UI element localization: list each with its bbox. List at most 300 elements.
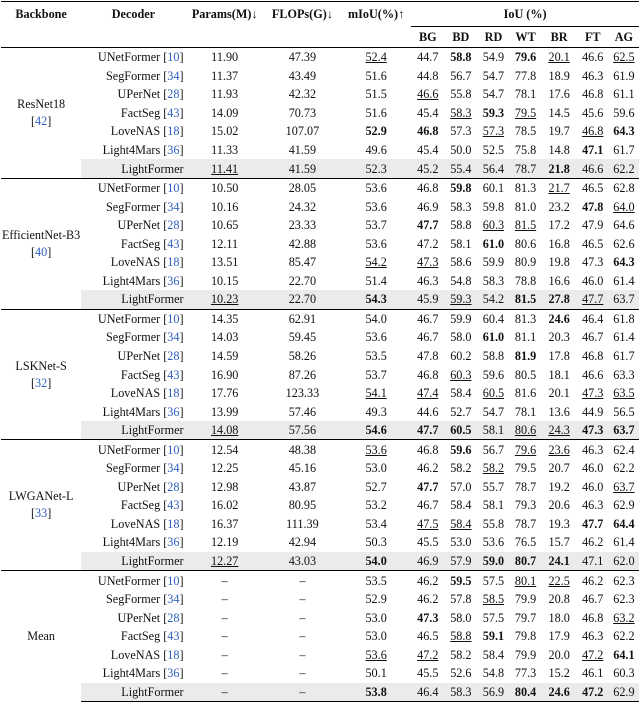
citation-link[interactable]: 34	[167, 68, 180, 83]
miou-cell: 49.3	[365, 404, 387, 419]
decoder-name: UNetFormer	[97, 442, 161, 457]
params-cell: 11.93	[211, 87, 239, 102]
iou-bd-cell: 57.9	[444, 552, 477, 571]
iou-br-cell: 19.3	[548, 516, 570, 531]
iou-ag-cell: 61.4	[613, 273, 635, 288]
iou-rd-cell: 54.7	[482, 68, 505, 83]
decoder-cell: FactSeg [43]	[120, 629, 184, 644]
iou-ag-cell: 62.3	[613, 592, 635, 607]
iou-bg-cell: 46.9	[411, 552, 444, 571]
backbone-citation[interactable]: [32]	[30, 375, 52, 390]
results-table	[1, 1, 639, 702]
iou-rd-cell: 59.0	[477, 552, 509, 571]
iou-bd-cell: 58.4	[450, 516, 472, 531]
decoder-cell: LoveNAS [18]	[110, 647, 184, 662]
backbone-citation[interactable]: [42]	[30, 113, 52, 128]
iou-ag-cell: 56.5	[613, 404, 635, 419]
header-class-bg: BG	[418, 30, 437, 44]
params-cell: 10.15	[210, 273, 239, 288]
backbone-citation[interactable]: [33]	[30, 506, 52, 521]
miou-cell: 54.2	[365, 255, 387, 270]
table-row	[1, 515, 639, 534]
params-cell: 15.02	[210, 124, 239, 139]
iou-bd-cell: 59.3	[444, 290, 477, 309]
params-cell: 14.59	[210, 349, 239, 364]
iou-rd-cell: 53.6	[482, 535, 505, 550]
citation-link[interactable]: 43	[167, 498, 180, 513]
iou-ft-cell: 46.3	[577, 440, 609, 459]
flops-cell: 58.26	[288, 349, 317, 364]
flops-cell: 42.94	[288, 535, 317, 550]
flops-cell: 43.49	[288, 68, 317, 83]
params-cell: 12.25	[210, 461, 239, 476]
iou-br-cell: 14.8	[548, 143, 570, 157]
iou-ag-cell: 62.5	[613, 50, 635, 65]
miou-cell: 52.9	[365, 124, 387, 139]
decoder-name: UNetFormer	[97, 50, 161, 65]
iou-ag-cell: 61.7	[613, 349, 635, 364]
iou-rd-cell: 57.5	[477, 571, 509, 590]
header-class-wt: WT	[515, 30, 536, 44]
decoder-name: UPerNet	[117, 349, 161, 364]
iou-br-cell: 20.6	[548, 498, 570, 513]
iou-ft-cell: 47.7	[582, 516, 604, 531]
citation-link[interactable]: 34	[167, 592, 180, 607]
iou-ag-cell: 64.3	[613, 124, 635, 139]
iou-ft-cell: 46.3	[582, 629, 604, 644]
iou-ag-cell: 63.5	[613, 386, 635, 401]
miou-cell: 53.6	[341, 440, 411, 459]
iou-wt-cell: 77.3	[514, 666, 537, 681]
iou-bg-cell: 47.7	[417, 479, 439, 494]
iou-br-cell: 24.6	[542, 309, 577, 328]
table-row	[1, 627, 639, 646]
iou-rd-cell: 61.0	[482, 330, 505, 345]
decoder-name: LoveNAS	[110, 124, 161, 139]
header-decoder: Decoder	[111, 7, 156, 22]
flops-cell: 23.33	[288, 218, 317, 233]
decoder-name: UNetFormer	[97, 311, 161, 326]
citation-link[interactable]: 28	[167, 349, 180, 364]
citation-link[interactable]: 18	[167, 647, 180, 662]
iou-rd-cell: 58.8	[482, 349, 505, 364]
iou-rd-cell: 57.3	[482, 124, 505, 139]
iou-rd-cell: 55.8	[482, 516, 505, 531]
iou-bd-cell: 58.2	[450, 647, 472, 662]
decoder-cell: FactSeg [43]	[120, 498, 184, 513]
miou-cell: 50.1	[365, 666, 387, 681]
decoder-cell: Light4Mars [36]	[102, 535, 184, 550]
citation-link[interactable]: 43	[167, 105, 180, 120]
iou-ag-cell: 62.4	[609, 440, 639, 459]
iou-ag-cell: 62.0	[609, 552, 639, 571]
params-cell: 12.98	[210, 479, 239, 494]
iou-rd-cell: 52.5	[482, 143, 505, 157]
miou-cell: 53.0	[365, 461, 387, 476]
flops-cell: 24.32	[288, 199, 317, 214]
table-row	[1, 646, 639, 665]
iou-bg-cell: 46.2	[417, 461, 439, 476]
citation-link[interactable]: 34	[167, 199, 180, 214]
iou-bd-cell: 58.2	[450, 461, 472, 476]
iou-ft-cell: 47.3	[582, 255, 604, 270]
citation-link[interactable]: 43	[167, 367, 180, 382]
iou-bg-cell: 46.3	[417, 273, 439, 288]
iou-wt-cell: 81.5	[510, 290, 542, 309]
iou-rd-cell: 56.7	[477, 440, 509, 459]
iou-ft-cell: 46.5	[577, 178, 609, 197]
iou-bd-cell: 55.4	[444, 159, 477, 178]
citation-link[interactable]: 42	[35, 113, 48, 128]
table-row	[1, 178, 639, 197]
flops-cell: –	[299, 629, 306, 644]
iou-br-cell: 21.8	[542, 159, 577, 178]
backbone-cell	[1, 178, 81, 309]
iou-br-cell: 14.5	[548, 105, 570, 120]
iou-rd-cell: 59.9	[482, 255, 505, 270]
iou-rd-cell: 56.4	[477, 159, 509, 178]
iou-br-cell: 19.2	[548, 479, 570, 494]
flops-cell: 41.59	[264, 159, 341, 178]
table-body	[1, 48, 639, 702]
params-cell: 17.76	[210, 386, 239, 401]
decoder-cell: LoveNAS [18]	[110, 386, 184, 401]
backbone-name: EfficientNet-B3	[1, 227, 81, 242]
miou-cell: 51.4	[365, 273, 387, 288]
miou-cell: 54.1	[365, 386, 387, 401]
iou-br-cell: 23.6	[542, 440, 577, 459]
iou-rd-cell: 59.6	[482, 367, 505, 382]
iou-br-cell: 22.5	[542, 571, 577, 590]
params-cell: –	[221, 610, 228, 625]
iou-bg-cell: 46.6	[417, 87, 439, 102]
decoder-name: UPerNet	[117, 479, 161, 494]
citation-link[interactable]: 36	[167, 535, 180, 550]
iou-rd-cell: 60.5	[482, 386, 505, 401]
table-row	[1, 328, 639, 347]
iou-bg-cell: 45.2	[411, 159, 444, 178]
iou-ft-cell: 46.3	[582, 68, 604, 83]
table-row	[1, 590, 639, 609]
iou-rd-cell: 58.4	[482, 647, 505, 662]
table-row	[1, 683, 639, 702]
iou-bd-cell: 58.1	[450, 236, 472, 251]
iou-bg-cell: 46.4	[411, 683, 444, 702]
table-row	[1, 459, 639, 478]
iou-wt-cell: 80.5	[514, 367, 537, 382]
citation-link[interactable]: 10	[167, 50, 180, 65]
backbone-cell	[1, 309, 81, 440]
citation-link[interactable]: 43	[167, 236, 180, 251]
decoder-name: UPerNet	[117, 87, 161, 102]
miou-cell: 53.7	[365, 367, 387, 382]
flops-cell: 47.39	[288, 50, 317, 65]
flops-cell: –	[299, 592, 306, 607]
decoder-cell: UPerNet [28]	[117, 610, 184, 625]
table-row	[1, 664, 639, 683]
flops-cell: 42.88	[288, 236, 317, 251]
flops-cell: 123.33	[285, 386, 320, 401]
params-cell: 16.37	[210, 516, 239, 531]
iou-ft-cell: 46.8	[582, 124, 604, 139]
decoder-cell: SegFormer [34]	[106, 330, 184, 345]
table-row	[1, 67, 639, 86]
header-backbone: Backbone	[15, 7, 67, 22]
iou-br-cell: 20.7	[548, 461, 570, 476]
iou-bd-cell: 58.8	[450, 218, 472, 233]
decoder-cell: FactSeg [43]	[120, 105, 184, 120]
iou-rd-cell: 54.7	[482, 404, 505, 419]
iou-ag-cell: 62.2	[613, 629, 635, 644]
iou-ft-cell: 44.9	[582, 404, 604, 419]
citation-link[interactable]: 32	[35, 375, 48, 390]
iou-wt-cell: 79.7	[514, 610, 537, 625]
decoder-cell: Light4Mars [36]	[102, 666, 184, 681]
params-cell: –	[186, 571, 264, 590]
iou-wt-cell: 81.1	[514, 330, 537, 345]
citation-link[interactable]: 40	[35, 244, 48, 259]
iou-bd-cell: 60.3	[450, 367, 472, 382]
miou-cell: 53.6	[365, 647, 387, 662]
iou-bd-cell: 58.8	[450, 629, 472, 644]
iou-rd-cell: 61.0	[482, 236, 505, 251]
miou-cell: 49.6	[365, 143, 387, 157]
header-iou: IoU (%)	[411, 2, 639, 27]
iou-wt-cell: 79.9	[514, 592, 537, 607]
flops-cell: –	[299, 610, 306, 625]
iou-rd-cell: 58.1	[482, 498, 505, 513]
header-class-rd: RD	[484, 30, 503, 44]
iou-ft-cell: 46.7	[582, 330, 604, 345]
citation-link[interactable]: 33	[35, 506, 48, 521]
table-row	[1, 234, 639, 253]
citation-link[interactable]: 10	[167, 311, 180, 326]
iou-ft-cell: 47.2	[582, 647, 604, 662]
backbone-name: Mean	[27, 628, 55, 643]
iou-ft-cell: 47.1	[577, 552, 609, 571]
table-row	[1, 309, 639, 328]
miou-cell: 54.0	[341, 552, 411, 571]
flops-cell: 42.32	[288, 87, 317, 102]
iou-rd-cell: 59.3	[482, 105, 505, 120]
decoder-cell: UNetFormer [10]	[81, 440, 185, 459]
miou-cell: 53.8	[341, 683, 411, 702]
decoder-cell: FactSeg [43]	[120, 367, 184, 382]
miou-cell: 51.6	[365, 105, 387, 120]
iou-ag-cell: 61.4	[613, 330, 635, 345]
header-class-ag: AG	[614, 30, 634, 44]
iou-br-cell: 20.1	[548, 50, 570, 65]
miou-cell: 53.4	[365, 516, 387, 531]
backbone-name: LWGANet-L	[8, 489, 74, 504]
table-row	[1, 85, 639, 104]
table-row	[1, 272, 639, 291]
citation-link[interactable]: 10	[167, 442, 180, 457]
decoder-name: LightFormer	[121, 684, 184, 699]
decoder-name: UPerNet	[117, 218, 161, 233]
iou-bd-cell: 57.8	[450, 592, 472, 607]
iou-ag-cell: 64.6	[613, 218, 635, 233]
table-row	[1, 290, 639, 309]
iou-ft-cell: 47.1	[582, 143, 604, 157]
miou-cell: 53.6	[365, 199, 387, 214]
flops-cell: 57.46	[288, 404, 317, 419]
iou-bg-cell: 47.4	[417, 386, 439, 401]
iou-wt-cell: 78.7	[510, 159, 542, 178]
decoder-name: Light4Mars	[102, 535, 161, 550]
iou-wt-cell: 77.8	[514, 68, 537, 83]
decoder-name: FactSeg	[120, 105, 161, 120]
iou-bg-cell: 46.7	[417, 498, 439, 513]
params-cell: 12.54	[186, 440, 264, 459]
iou-ft-cell: 45.6	[582, 105, 604, 120]
miou-cell: 53.5	[341, 571, 411, 590]
citation-link[interactable]: 36	[167, 273, 180, 288]
backbone-cell	[1, 571, 81, 702]
iou-ag-cell: 60.3	[613, 666, 635, 681]
iou-bg-cell: 45.9	[411, 290, 444, 309]
citation-link[interactable]: 36	[167, 666, 180, 681]
iou-wt-cell: 78.7	[514, 479, 537, 494]
iou-wt-cell: 80.6	[510, 421, 542, 440]
flops-cell: 22.70	[288, 273, 317, 288]
decoder-cell: LoveNAS [18]	[110, 124, 184, 139]
params-cell: 14.35	[186, 309, 264, 328]
flops-cell: 80.95	[288, 498, 317, 513]
iou-br-cell: 20.8	[548, 592, 570, 607]
iou-ag-cell: 63.7	[609, 421, 639, 440]
citation-link[interactable]: 18	[167, 255, 180, 270]
iou-wt-cell: 81.3	[510, 309, 542, 328]
iou-bg-cell: 46.2	[417, 592, 439, 607]
iou-ft-cell: 47.9	[582, 218, 604, 233]
decoder-cell: FactSeg [43]	[120, 236, 184, 251]
iou-bg-cell: 45.4	[417, 143, 439, 157]
iou-bg-cell: 45.5	[417, 666, 439, 681]
decoder-cell: UPerNet [28]	[117, 349, 184, 364]
iou-bd-cell: 58.0	[450, 330, 472, 345]
iou-rd-cell: 59.1	[482, 629, 505, 644]
citation-link[interactable]: 10	[167, 573, 180, 588]
table-row	[1, 253, 639, 272]
table-row	[1, 552, 639, 571]
citation-link[interactable]: 28	[167, 479, 180, 494]
iou-br-cell: 20.3	[548, 330, 570, 345]
params-cell: 16.90	[210, 367, 239, 382]
params-cell: 11.41	[186, 159, 264, 178]
iou-bd-cell: 58.4	[450, 498, 472, 513]
iou-br-cell: 21.7	[542, 178, 577, 197]
iou-bd-cell: 52.6	[450, 666, 472, 681]
iou-bg-cell: 44.6	[417, 404, 439, 419]
flops-cell: 43.03	[264, 552, 341, 571]
iou-bd-cell: 58.6	[450, 255, 472, 270]
iou-ft-cell: 46.0	[582, 273, 604, 288]
decoder-cell: Light4Mars [36]	[102, 404, 184, 419]
header-class-ft: FT	[584, 30, 601, 44]
flops-cell: –	[264, 571, 341, 590]
citation-link[interactable]: 18	[167, 516, 180, 531]
citation-link[interactable]: 18	[167, 124, 180, 139]
iou-ag-cell: 63.7	[613, 479, 635, 494]
decoder-cell: Light4Mars [36]	[102, 273, 184, 288]
backbone-citation[interactable]: [40]	[30, 244, 52, 259]
flops-cell: 48.38	[264, 440, 341, 459]
table-row	[1, 365, 639, 384]
table-row	[1, 402, 639, 421]
iou-ft-cell: 46.4	[577, 309, 609, 328]
decoder-cell: SegFormer [34]	[106, 592, 184, 607]
citation-link[interactable]: 28	[167, 218, 180, 233]
table-row	[1, 421, 639, 440]
iou-bd-cell: 52.7	[450, 404, 472, 419]
iou-ft-cell: 46.8	[582, 349, 604, 364]
iou-ag-cell: 64.1	[613, 647, 635, 662]
iou-br-cell: 18.9	[548, 68, 570, 83]
iou-bg-cell: 46.8	[417, 367, 439, 382]
iou-wt-cell: 81.0	[514, 199, 537, 214]
iou-br-cell: 27.8	[542, 290, 577, 309]
iou-bd-cell: 58.3	[444, 683, 477, 702]
iou-bd-cell: 58.3	[450, 105, 472, 120]
decoder-name: SegFormer	[106, 199, 161, 214]
iou-bd-cell: 57.0	[450, 479, 472, 494]
iou-ft-cell: 46.7	[582, 592, 604, 607]
params-cell: 11.90	[211, 50, 239, 65]
citation-link[interactable]: 34	[167, 461, 180, 476]
citation-link[interactable]: 34	[167, 330, 180, 345]
citation-link[interactable]: 28	[167, 87, 180, 102]
iou-ag-cell: 62.3	[609, 571, 639, 590]
citation-link[interactable]: 28	[167, 610, 180, 625]
iou-wt-cell: 78.7	[514, 516, 537, 531]
table-row	[1, 571, 639, 590]
iou-ft-cell: 46.3	[582, 498, 604, 513]
iou-wt-cell: 78.8	[514, 273, 537, 288]
citation-link[interactable]: 36	[167, 143, 180, 157]
decoder-name: Light4Mars	[102, 666, 161, 681]
iou-bd-cell: 58.3	[450, 199, 472, 214]
iou-ft-cell: 47.2	[577, 683, 609, 702]
decoder-name: LoveNAS	[110, 647, 161, 662]
iou-wt-cell: 79.5	[514, 105, 537, 120]
flops-cell: 43.87	[288, 479, 317, 494]
decoder-name: Light4Mars	[102, 273, 161, 288]
decoder-cell: UPerNet [28]	[117, 218, 184, 233]
decoder-name: UNetFormer	[97, 573, 161, 588]
citation-link[interactable]: 43	[167, 629, 180, 644]
iou-ft-cell: 46.8	[582, 610, 604, 625]
iou-bg-cell: 46.5	[417, 629, 439, 644]
iou-ag-cell: 62.6	[613, 236, 635, 251]
iou-br-cell: 20.0	[548, 647, 570, 662]
iou-bg-cell: 46.8	[411, 440, 444, 459]
citation-link[interactable]: 36	[167, 404, 180, 419]
params-cell: 12.19	[210, 535, 239, 550]
decoder-name: LoveNAS	[110, 255, 161, 270]
flops-cell: 62.91	[264, 309, 341, 328]
iou-wt-cell: 81.6	[514, 386, 537, 401]
decoder-name: FactSeg	[120, 367, 161, 382]
header-miou: mIoU(%)↑	[348, 7, 405, 22]
miou-cell: 52.3	[341, 159, 411, 178]
iou-br-cell: 16.8	[548, 236, 570, 251]
citation-link[interactable]: 10	[167, 181, 180, 196]
iou-wt-cell: 80.9	[514, 255, 537, 270]
decoder-name: FactSeg	[120, 498, 161, 513]
citation-link[interactable]: 18	[167, 386, 180, 401]
iou-bd-cell: 59.9	[444, 309, 477, 328]
